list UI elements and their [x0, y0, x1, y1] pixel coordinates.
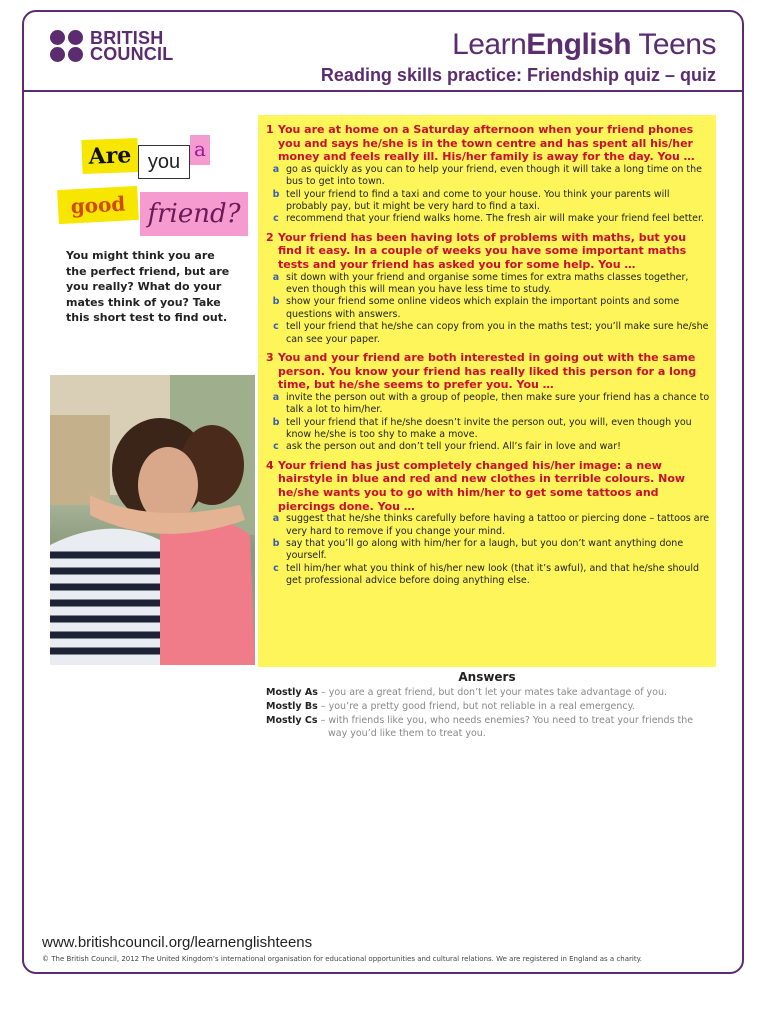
- option-1b[interactable]: [266, 189, 710, 214]
- question-number: 3: [266, 351, 274, 365]
- logo-line-2: COUNCIL: [90, 44, 174, 64]
- question-number: 4: [266, 458, 274, 472]
- option-letter: b: [272, 188, 280, 200]
- question-1: [266, 123, 710, 164]
- answer-mostly-c: [266, 714, 693, 740]
- option-4b[interactable]: [266, 538, 710, 563]
- header-divider: [22, 90, 744, 92]
- title-tile-good: good: [57, 186, 139, 224]
- option-3a[interactable]: [266, 392, 710, 417]
- logo-text: [90, 30, 173, 62]
- answer-label: Mostly As: [266, 687, 318, 698]
- brand-english: English: [526, 28, 632, 61]
- option-text: tell him/her what you think of his/her new look (that it’s awful), and that he/she should get professional advice before doing anything else.: [286, 562, 700, 587]
- answer-text: – with friends like you, who needs enemies? You need to treat your friends the: [317, 715, 694, 726]
- hugging-friends-photo: [50, 375, 255, 665]
- logo-dots-icon: [50, 30, 84, 62]
- option-text: recommend that your friend walks home. The fresh air will make your friend feel better.: [286, 213, 705, 225]
- option-letter: b: [272, 538, 280, 550]
- option-text: tell your friend that if he/she doesn’t invite the person out, you will, even though you know he/she is too shy to make a move.: [286, 416, 692, 441]
- title-tile-friend: friend?: [140, 192, 248, 236]
- british-council-logo[interactable]: [50, 30, 173, 62]
- answer-text-continued: way you’d like them to treat you.: [328, 728, 486, 739]
- option-text: suggest that he/she thinks carefully before having a tattoo or piercing done – tattoos are very hard to remove if you change your mind.: [286, 513, 710, 537]
- question-number: 2: [266, 230, 274, 244]
- option-3b[interactable]: [266, 417, 710, 442]
- option-text: tell your friend that he/she can copy from you in the maths test; you’ll make sure he/she can see your paper.: [286, 321, 709, 345]
- option-4a[interactable]: [266, 513, 710, 538]
- answer-label: Mostly Cs: [266, 715, 318, 726]
- question-block-4: [266, 459, 710, 588]
- question-3: [266, 351, 710, 392]
- answer-mostly-b: [266, 700, 635, 713]
- option-letter: a: [272, 513, 280, 525]
- question-block-3: [266, 351, 710, 454]
- option-text: go as quickly as you can to help your friend, even though it will take a long time on the bus to get into town.: [286, 163, 702, 188]
- answer-text: – you are a great friend, but don’t let your mates take advantage of you.: [317, 687, 668, 698]
- option-letter: c: [273, 562, 279, 574]
- footer-url-link[interactable]: www.britishcouncil.org/learnenglishteens: [42, 934, 313, 951]
- option-letter: a: [272, 271, 280, 283]
- option-3c[interactable]: [266, 441, 710, 453]
- option-2c[interactable]: [266, 321, 710, 346]
- option-letter: c: [273, 321, 279, 333]
- option-text: show your friend some online videos which explain the important points and some questions with answers.: [286, 296, 680, 320]
- logo-line-1: BRITISH: [90, 28, 164, 48]
- intro-text: You might think you are the perfect friend, but are you really? What do your mates think of you? Take this short test to find out.: [66, 249, 230, 324]
- question-text: You are at home on a Saturday afternoon when your friend phones you and says he/she is in the town centre and has spent all his/her money and feels really ill. His/her family is away for the day. You …: [278, 123, 695, 164]
- option-4c[interactable]: [266, 563, 710, 588]
- option-text: ask the person out and don’t tell your friend. All’s fair in love and war!: [286, 441, 621, 453]
- option-text: say that you’ll go along with him/her for a laugh, but you don’t want anything done yourself.: [286, 538, 684, 562]
- option-letter: c: [273, 441, 279, 453]
- option-1c[interactable]: [266, 213, 710, 225]
- option-letter: a: [272, 391, 280, 403]
- title-tile-are: Are: [81, 138, 138, 174]
- question-4: [266, 459, 710, 513]
- brand-teens: Teens: [631, 28, 716, 61]
- answer-mostly-a: [266, 686, 667, 699]
- question-number: 1: [266, 123, 274, 136]
- answers-heading: Answers: [458, 670, 516, 684]
- option-text: tell your friend to find a taxi and come to your house. You think your parents will probably pay, but it might be very hard to find a taxi.: [286, 188, 670, 212]
- learnenglish-teens-brand[interactable]: [452, 28, 716, 62]
- question-text: Your friend has been having lots of problems with maths, but you find it easy. In a couple of weeks you have some important maths tests and your friend has asked you for some help. You …: [278, 230, 687, 271]
- option-2b[interactable]: [266, 296, 710, 321]
- option-text: sit down with your friend and organise some times for extra maths classes together, even though this will mean you have less time to study.: [286, 271, 689, 295]
- brand-learn: Learn: [452, 28, 527, 61]
- page-title: Reading skills practice: Friendship quiz – quiz: [320, 65, 716, 85]
- question-block-2: [266, 231, 710, 346]
- answer-text: – you’re a pretty good friend, but not reliable in a real emergency.: [317, 701, 635, 712]
- option-letter: a: [272, 163, 280, 175]
- answer-label: Mostly Bs: [266, 701, 318, 712]
- title-tile-a: a: [190, 135, 210, 165]
- question-2: [266, 231, 710, 272]
- option-letter: b: [272, 416, 280, 428]
- option-text: invite the person out with a group of people, then make sure your friend has a chance to talk a lot to him/her.: [286, 391, 710, 416]
- question-text: Your friend has just completely changed his/her image: a new hairstyle in blue and red and new clothes in terrible colours. Now he/she wants you to go with him/her to get some tattoos and piercings done. You …: [278, 458, 686, 513]
- footer-legal: © The British Council, 2012 The United Kingdom’s international organisation for educational opportunities and cultural relations. We are registered in England as a charity.: [42, 955, 642, 963]
- question-block-1: [266, 123, 710, 226]
- option-2a[interactable]: [266, 272, 710, 297]
- option-letter: c: [273, 213, 279, 225]
- title-tile-you: you: [138, 145, 190, 179]
- quiz-panel: [258, 115, 716, 667]
- question-text: You and your friend are both interested in going out with the same person. You know your friend has really liked this person for a long time, but he/she seems to prefer you. You …: [278, 351, 697, 392]
- option-1a[interactable]: [266, 164, 710, 189]
- option-letter: b: [272, 296, 280, 308]
